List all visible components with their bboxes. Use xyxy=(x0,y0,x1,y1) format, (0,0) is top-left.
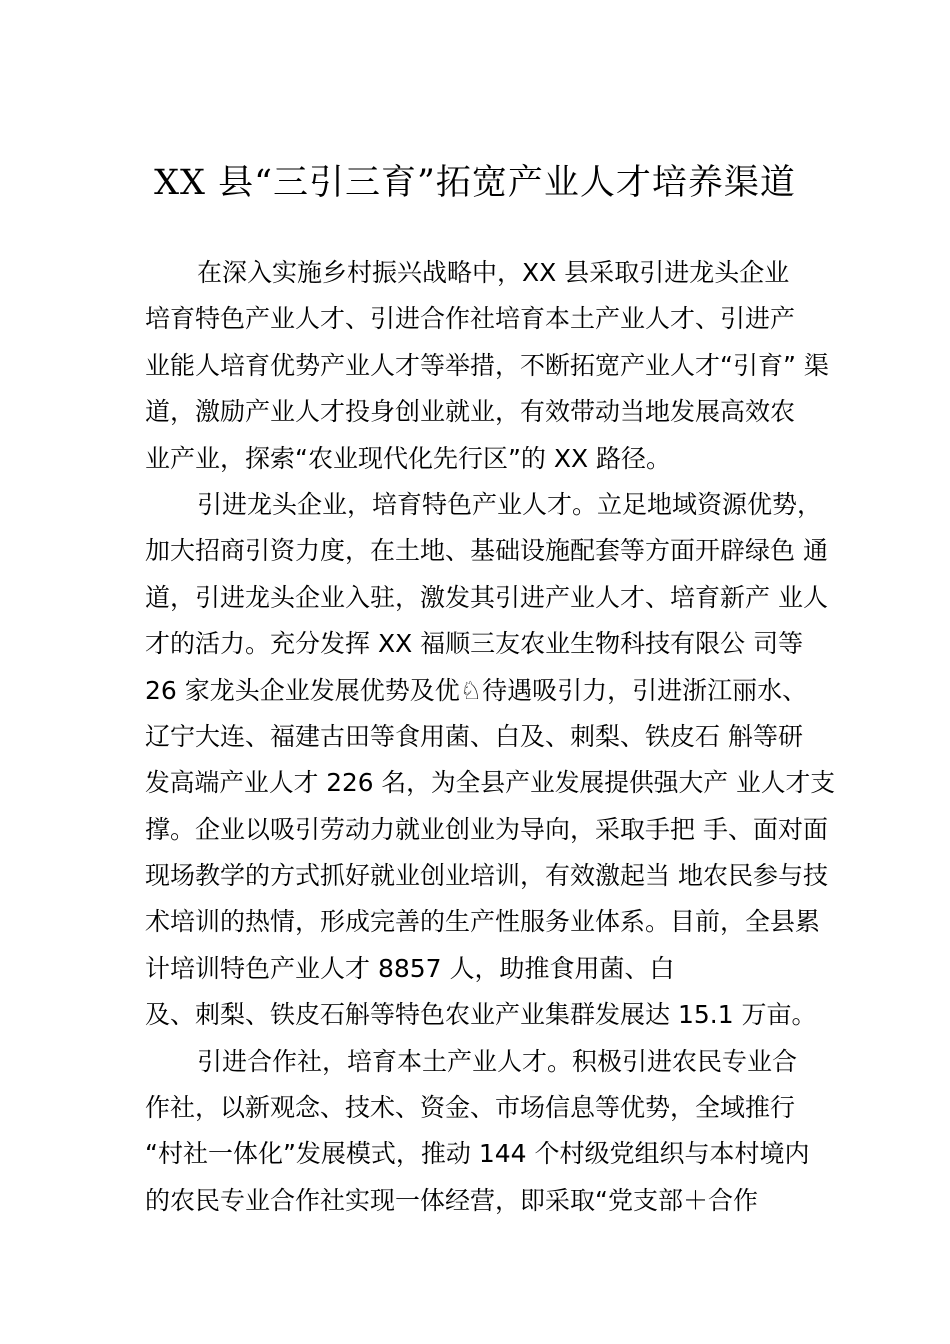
paragraph-line: 加大招商引资力度，在土地、基础设施配套等方面开辟绿色 通 xyxy=(145,536,828,566)
paragraph-line: 的农民专业合作社实现一体经营，即采取“党支部＋合作 xyxy=(145,1185,758,1215)
paragraph-line: 26 家龙头企业发展优势及优♘待遇吸引力，引进浙江丽水、 xyxy=(145,675,808,705)
paragraph-line: 撑。企业以吸引劳动力就业创业为导向，采取手把 手、面对面 xyxy=(145,814,828,844)
paragraph-line: 现场教学的方式抓好就业创业培训，有效激起当 地农民参与技 xyxy=(145,861,828,891)
paragraph-first-line: 引进龙头企业，培育特色产业人才。立足地域资源优势， xyxy=(197,489,823,519)
paragraph-line: 才的活力。充分发挥 XX 福顺三友农业生物科技有限公 司等 xyxy=(145,629,804,659)
paragraph-line: “村社一体化”发展模式，推动 144 个村级党组织与本村境内 xyxy=(145,1139,810,1169)
document-title: XX 县“三引三育”拓宽产业人才培养渠道 xyxy=(154,163,796,203)
paragraph-line: 业产业，探索“农业现代化先行区”的 XX 路径。 xyxy=(145,443,672,473)
paragraph-line: 培育特色产业人才、引进合作社培育本土产业人才、引进产 xyxy=(145,304,796,334)
paragraph-line: 业能人培育优势产业人才等举措，不断拓宽产业人才“引育” 渠 xyxy=(145,350,829,380)
paragraph-line: 作社，以新观念、技术、资金、市场信息等优势，全域推行 xyxy=(145,1093,796,1123)
document-body xyxy=(145,250,835,1224)
paragraph-line: 发高端产业人才 226 名，为全县产业发展提供强大产 业人才支 xyxy=(145,768,835,798)
paragraph-first-line: 在深入实施乡村振兴战略中，XX 县采取引进龙头企业 xyxy=(197,258,790,287)
paragraph-line: 道，激励产业人才投身创业就业，有效带动当地发展高效农 xyxy=(145,397,796,427)
paragraph-line: 辽宁大连、福建古田等食用菌、白及、刺梨、铁皮石 斛等研 xyxy=(145,721,803,751)
paragraph-first-line: 引进合作社，培育本土产业人才。积极引进农民专业合 xyxy=(197,1046,798,1076)
paragraph-line: 及、刺梨、铁皮石斛等特色农业产业集群发展达 15.1 万亩。 xyxy=(145,1000,817,1030)
paragraph-line: 计培训特色产业人才 8857 人，助推食用菌、白 xyxy=(145,953,675,983)
paragraph-line: 道，引进龙头企业入驻，激发其引进产业人才、培育新产 业人 xyxy=(145,582,828,612)
paragraph-line: 术培训的热情，形成完善的生产性服务业体系。目前，全县累 xyxy=(145,907,821,937)
